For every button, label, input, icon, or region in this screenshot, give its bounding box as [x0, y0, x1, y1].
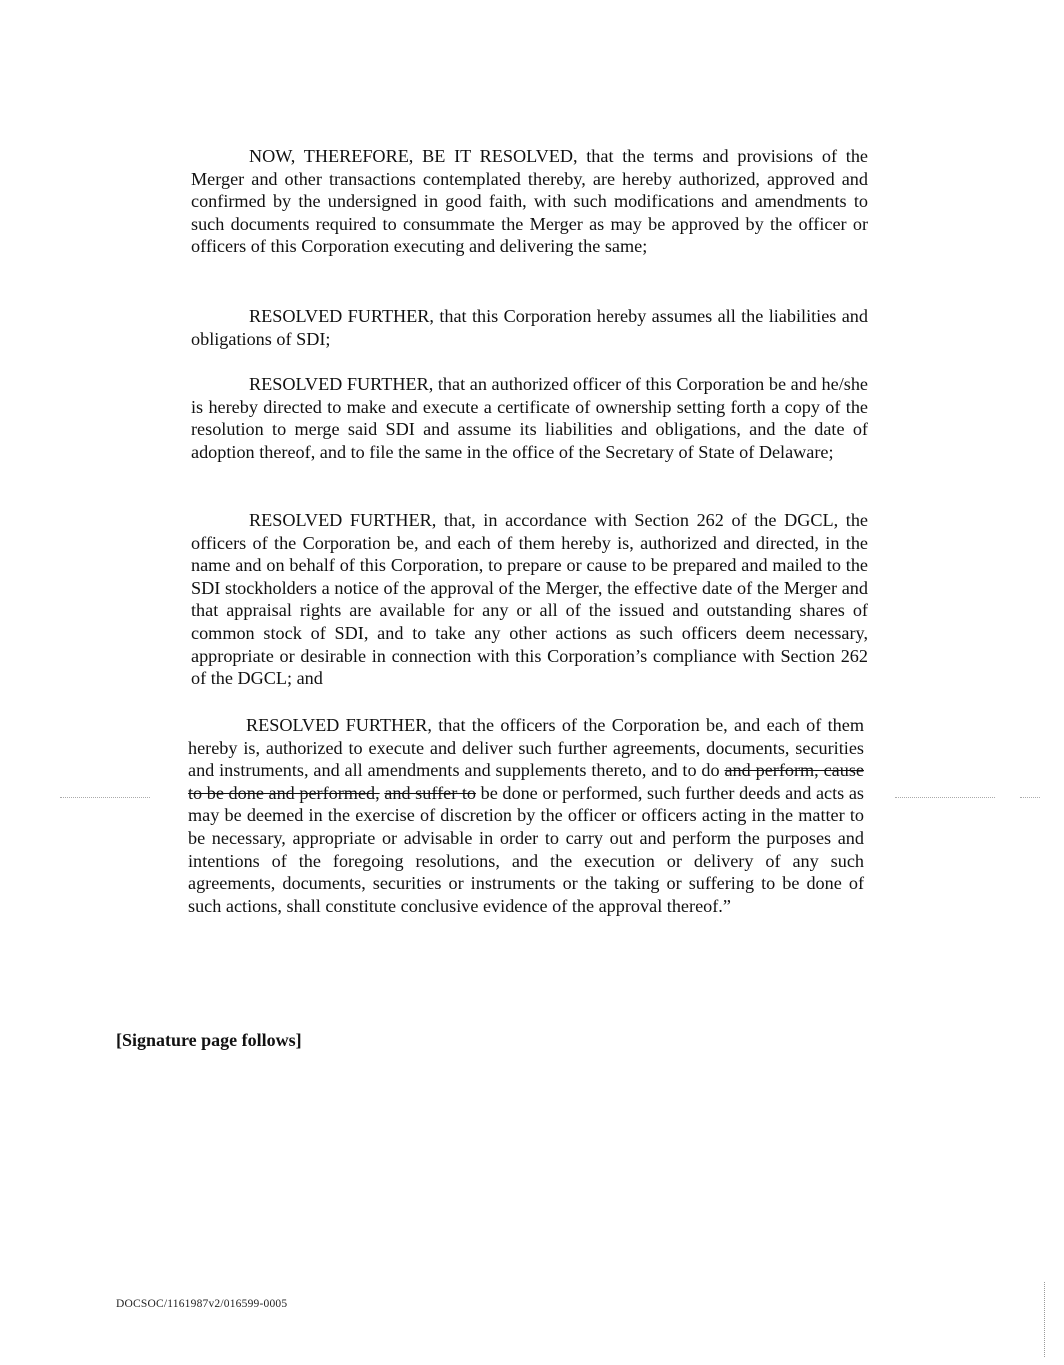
resolution-paragraph-section-262-notice: RESOLVED FURTHER, that, in accordance with Section 262 of the DGCL, the officers of the Corporation be, and each of them hereby is, authorized and directed, in the name and on behalf of this Corporation, to prepare or cause to be prepared and mailed to the SDI stockholders a notice of the approval of the Merger, the effective date of the Merger and that appraisal rights are available for any or all of the issued and outstanding shares of common stock of SDI, and to take any other actions as such officers deem necessary, appropriate or desirable in connection with this Corporation’s compliance with Section 262 of the DGCL; and — [191, 510, 868, 689]
struck-text-suffer: and suffer to — [384, 782, 477, 803]
scan-artifact-right — [895, 797, 995, 799]
scan-artifact-left — [60, 797, 150, 799]
resolution-paragraph-merger-approval: NOW, THEREFORE, BE IT RESOLVED, that the terms and provisions of the Merger and other transactions contemplated thereby, are hereby authorized, approved and confirmed by the undersigned in good faith, with such modifications and amendments to such documents required to consummate the Merger as may be approved by the officer or officers of this Corporation executing and delivering the same; — [191, 146, 868, 257]
signature-page-note: [Signature page follows] — [116, 1030, 302, 1050]
struck-text-perform: and perform, cause to be done and performed, — [188, 760, 864, 803]
scan-artifact-margin — [1044, 1282, 1046, 1357]
document-footer-code: DOCSOC/1161987v2/016599-0005 — [116, 1298, 288, 1310]
resolution-paragraph-further-acts — [188, 714, 864, 917]
scan-artifact-edge — [1020, 797, 1040, 799]
resolution-paragraph-certificate-of-ownership: RESOLVED FURTHER, that an authorized officer of this Corporation be and he/she is hereby directed to make and execute a certificate of ownership setting forth a copy of the resolution to merge said SDI and assume its liabilities and obligations, and the date of adoption thereof, and to file the same in the office of the Secretary of State of Delaware; — [191, 374, 868, 462]
further-acts-text-start: RESOLVED FURTHER, that the officers of the Corporation be, and each of them hereby is, authorized to execute and deliver such further agreements, documents, securities and instruments, and all amendments and supplements thereto, and to do — [188, 715, 864, 781]
further-acts-text-end: be done or performed, such further deeds and acts as may be deemed in the exercise of discretion by the officer or officers acting in the matter to be necessary, appropriate or advisable in order to carry out and perform the purposes and intentions of the foregoing resolutions, and the execution or delivery of any such agreements, documents, securities or instruments or the taking or suffering to be done of such actions, shall constitute conclusive evidence of the approval thereof.” — [188, 782, 865, 916]
resolution-paragraph-assume-liabilities: RESOLVED FURTHER, that this Corporation hereby assumes all the liabilities and obligations of SDI; — [191, 306, 868, 349]
